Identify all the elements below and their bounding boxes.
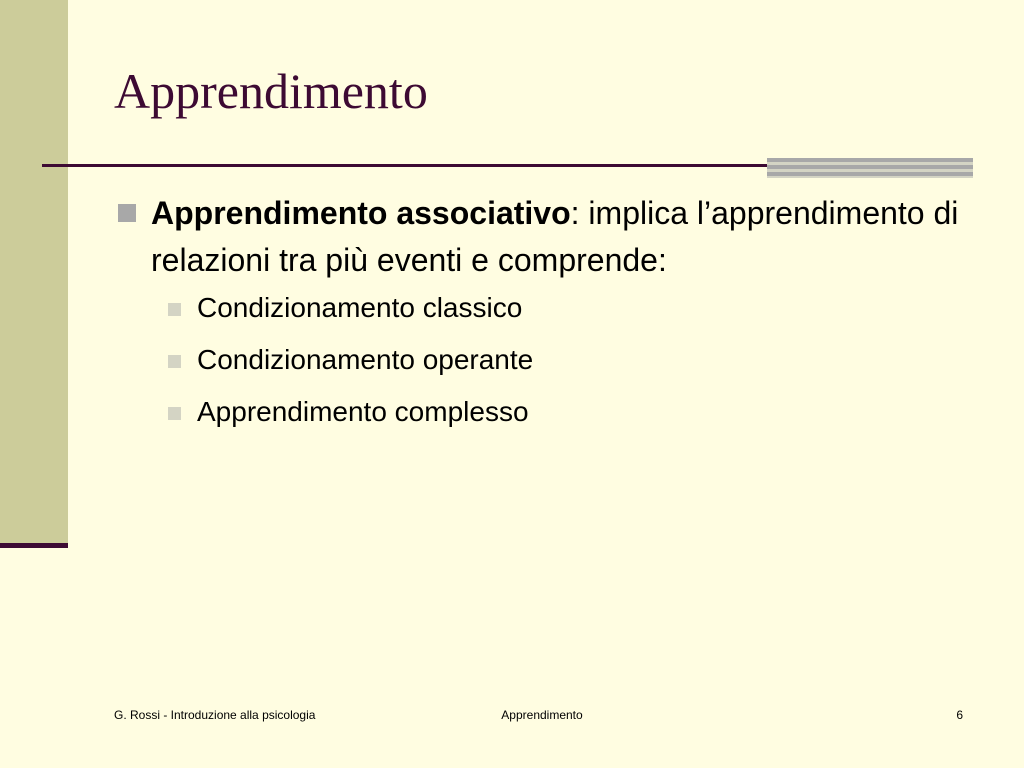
slide-content <box>114 190 974 446</box>
footer-author: G. Rossi - Introduzione alla psicologia <box>114 708 316 722</box>
main-bullet-text: : implica l’apprendimento di relazioni tra più eventi e comprende: <box>151 195 959 278</box>
title-underline-gray-accent <box>767 158 973 178</box>
list-item <box>168 342 974 377</box>
list-item-label: Apprendimento complesso <box>197 396 529 427</box>
footer-title: Apprendimento <box>501 708 583 722</box>
main-bullet <box>114 190 974 284</box>
square-bullet-icon <box>168 355 181 368</box>
left-bar-accent-line <box>0 543 68 548</box>
square-bullet-icon <box>168 303 181 316</box>
square-bullet-icon <box>168 407 181 420</box>
square-bullet-icon <box>118 204 136 222</box>
list-item-label: Condizionamento operante <box>197 344 534 375</box>
list-item-label: Condizionamento classico <box>197 292 523 323</box>
left-decorative-bar <box>0 0 68 545</box>
footer-page-number: 6 <box>956 708 963 722</box>
sub-bullet-list <box>114 290 974 429</box>
list-item <box>168 394 974 429</box>
slide-title: Apprendimento <box>114 63 428 119</box>
main-bullet-term: Apprendimento associativo <box>151 195 571 231</box>
list-item <box>168 290 974 325</box>
